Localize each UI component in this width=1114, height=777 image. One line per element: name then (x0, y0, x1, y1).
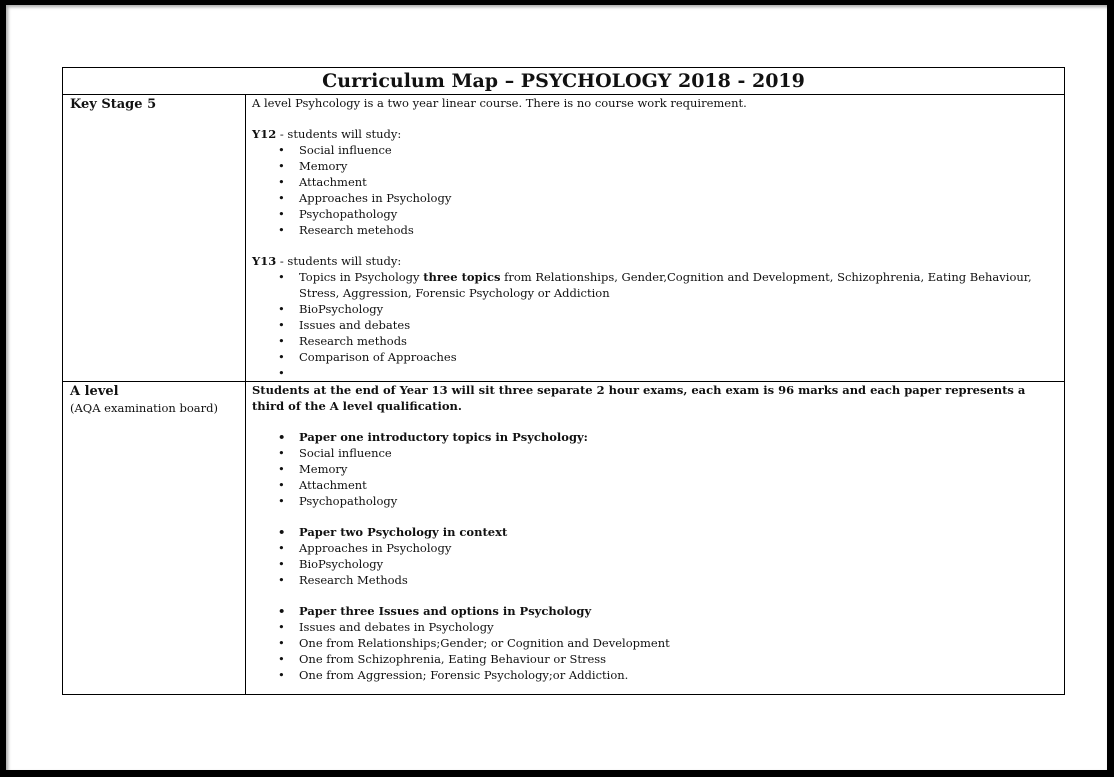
y13-list-rest (252, 301, 1058, 381)
list-item (278, 365, 1058, 381)
y13-heading (252, 253, 1058, 269)
y13-label: Y13 (252, 254, 277, 268)
list-item: • Memory (278, 461, 1058, 477)
list-item: • Social influence (278, 142, 1058, 158)
document-title: Curriculum Map – PSYCHOLOGY 2018 - 2019 (63, 68, 1065, 95)
y12-label: Y12 (252, 127, 277, 141)
list-item: • Approaches in Psychology (278, 540, 1058, 556)
topics-bold: three topics (423, 270, 501, 284)
list-item: • Attachment (278, 174, 1058, 190)
row-label: A level (70, 384, 119, 399)
list-item: • Issues and debates (278, 317, 1058, 333)
list-item: • Approaches in Psychology (278, 190, 1058, 206)
row-label: Key Stage 5 (70, 97, 157, 112)
paper2-heading: • Paper two Psychology in context (278, 524, 1058, 540)
row-sublabel: (AQA examination board) (70, 401, 218, 415)
paper3-heading: • Paper three Issues and options in Psychology (278, 603, 1058, 619)
list-item: • Research Methods (278, 572, 1058, 588)
paper1-heading: • Paper one introductory topics in Psychology: (278, 429, 1058, 445)
list-item: • BioPsychology (278, 301, 1058, 317)
list-item (278, 269, 1058, 301)
list-item: • BioPsychology (278, 556, 1058, 572)
intro-text: A level Psyhcology is a two year linear course. There is no course work requirement. (252, 96, 747, 110)
list-item: • Comparison of Approaches (278, 349, 1058, 365)
list-item: • One from Relationships;Gender; or Cognition and Development (278, 635, 1058, 651)
curriculum-table (62, 67, 1065, 695)
paper3-list (252, 619, 1058, 683)
row-label-cell (63, 95, 246, 382)
row-label-cell (63, 382, 246, 695)
topics-detail: from Relationships, Gender,Cognition and Development, Schizophrenia, Eating Behaviour, Stress, Aggression, Forensic Psychology or Addiction (299, 270, 1032, 300)
paper2-list (252, 540, 1058, 588)
paper1-heading-list (252, 429, 1058, 445)
table-row-key-stage-5 (63, 95, 1065, 382)
y12-list (252, 142, 1058, 238)
list-item: • Memory (278, 158, 1058, 174)
y12-heading (252, 126, 1058, 142)
list-item: • Psychopathology (278, 206, 1058, 222)
row-content-cell (246, 95, 1065, 382)
paper3-heading-list (252, 603, 1058, 619)
topics-text: Topics in Psychology (299, 270, 424, 284)
table-row-a-level (63, 382, 1065, 695)
list-item: • Research methods (278, 333, 1058, 349)
paper1-list (252, 445, 1058, 509)
row-content-cell (246, 382, 1065, 695)
list-item: • Issues and debates in Psychology (278, 619, 1058, 635)
paper2-heading-list (252, 524, 1058, 540)
list-item: • Social influence (278, 445, 1058, 461)
y12-text: - students will study: (276, 127, 402, 141)
y13-list (252, 269, 1058, 301)
list-item: • One from Aggression; Forensic Psychology;or Addiction. (278, 667, 1058, 683)
list-item: • Attachment (278, 477, 1058, 493)
y13-text: - students will study: (276, 254, 402, 268)
list-item: • One from Schizophrenia, Eating Behaviour or Stress (278, 651, 1058, 667)
intro-text: Students at the end of Year 13 will sit three separate 2 hour exams, each exam is 96 marks and each paper represents a third of the A level qualification. (252, 383, 1026, 413)
list-item: • Psychopathology (278, 493, 1058, 509)
list-item: • Research metehods (278, 222, 1058, 238)
